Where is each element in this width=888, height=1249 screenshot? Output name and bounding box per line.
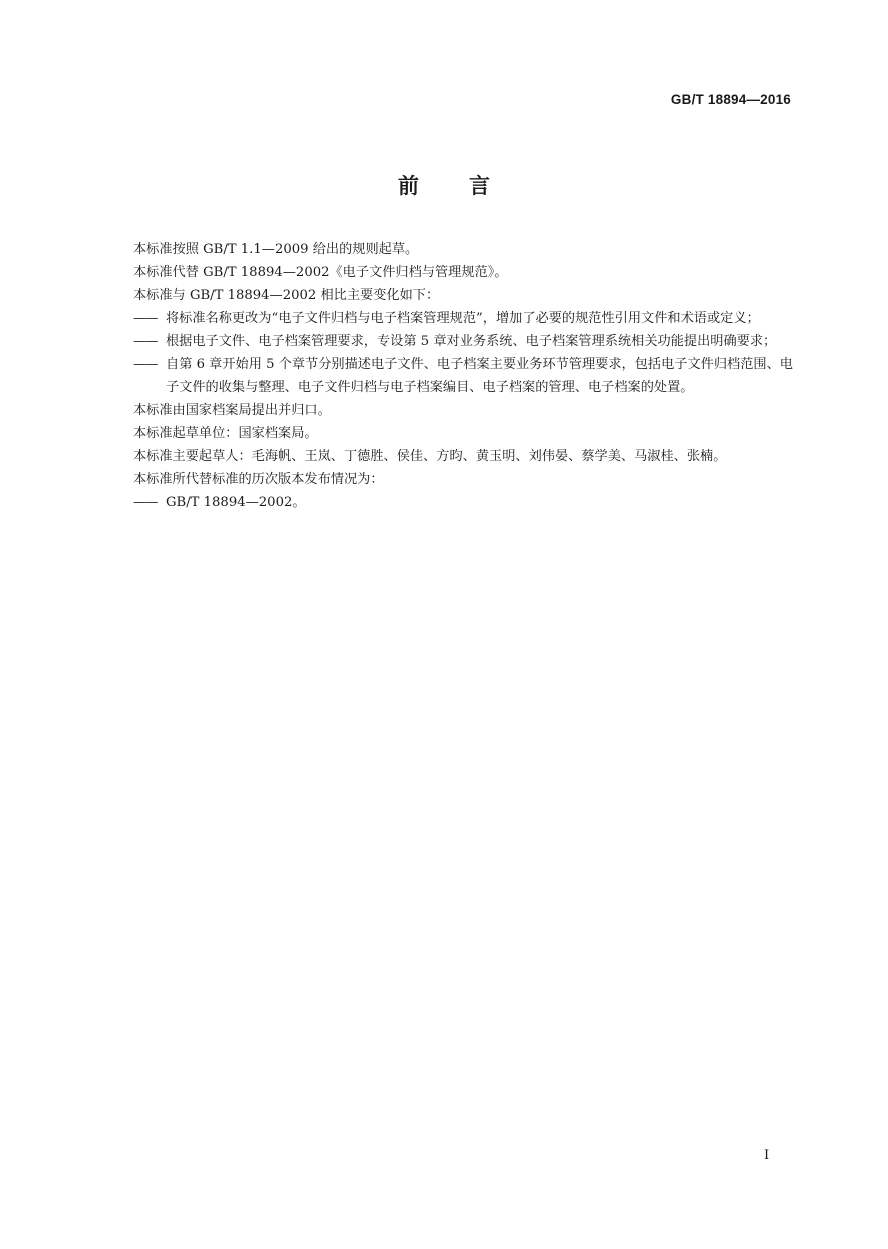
page-title: 前言 xyxy=(398,174,540,198)
dash-bullet: —— xyxy=(133,357,158,372)
foreword-body xyxy=(133,238,793,514)
foreword-paragraph: 本标准由国家档案局提出并归口。 xyxy=(133,403,331,418)
foreword-paragraph: 本标准所代替标准的历次版本发布情况为： xyxy=(133,472,384,487)
foreword-paragraph: 本标准代替 GB/T 18894—2002《电子文件归档与管理规范》。 xyxy=(133,265,508,280)
history-list-item xyxy=(133,491,793,514)
dash-bullet: —— xyxy=(133,311,158,326)
change-list-item xyxy=(133,330,793,353)
change-text: 自第 6 章开始用 5 个章节分别描述电子文件、电子档案主要业务环节管理要求，包括电子文件归档范围、电子文件的收集与整理、电子文件归档与电子档案编目、电子档案的管理、电子档案的处置。 xyxy=(166,357,793,395)
standard-code: GB/T 18894—2016 xyxy=(670,92,791,107)
foreword-paragraph: 本标准主要起草人：毛海帆、王岚、丁德胜、侯佳、方昀、黄玉明、刘伟晏、蔡学美、马淑桂、张楠。 xyxy=(133,449,727,464)
page-number: I xyxy=(764,1148,770,1163)
foreword-paragraph: 本标准与 GB/T 18894—2002 相比主要变化如下： xyxy=(133,288,440,303)
foreword-paragraph: 本标准按照 GB/T 1.1—2009 给出的规则起草。 xyxy=(133,242,419,257)
change-list-item xyxy=(133,353,793,399)
foreword-paragraph: 本标准起草单位：国家档案局。 xyxy=(133,426,318,441)
dash-bullet: —— xyxy=(133,334,158,349)
change-text: 根据电子文件、电子档案管理要求，专设第 5 章对业务系统、电子档案管理系统相关功能提出明确要求； xyxy=(166,334,777,349)
change-list-item xyxy=(133,307,793,330)
history-text: GB/T 18894—2002。 xyxy=(166,495,306,510)
change-text: 将标准名称更改为“电子文件归档与电子档案管理规范”，增加了必要的规范性引用文件和术语或定义； xyxy=(166,311,760,326)
dash-bullet: —— xyxy=(133,495,158,510)
